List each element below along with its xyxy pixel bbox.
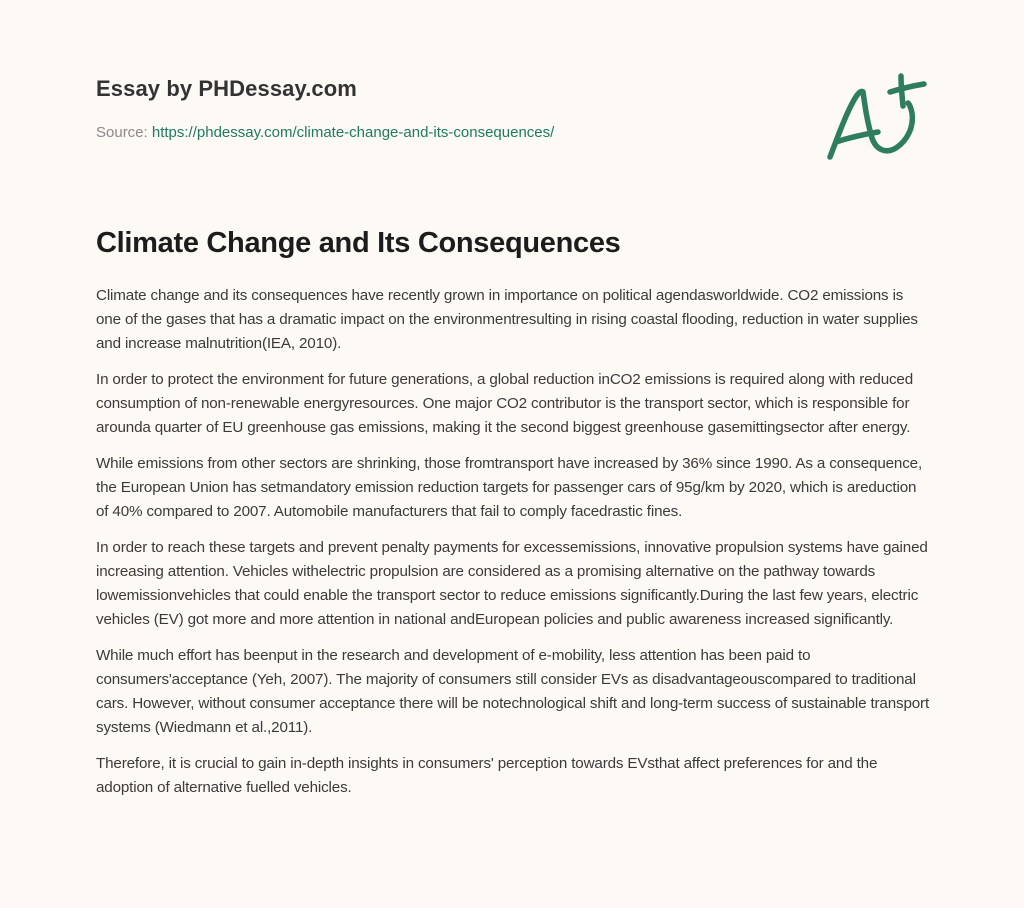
essay-paragraph: While emissions from other sectors are shrinking, those fromtransport have increased by 36% since 1990. As a consequence, the European Union has setmandatory emission reduction targets for passenger cars of 95g/km by 2020, which is areduction of 40% compared to 2007. Automobile manufacturers that fail to comply facedrastic fines. xyxy=(96,455,923,520)
essay-paragraph: Therefore, it is crucial to gain in-depth insights in consumers' perception towards EVsthat affect preferences for and the adoption of alternative fuelled vehicles. xyxy=(96,755,878,796)
a-plus-grade-icon xyxy=(824,66,928,166)
site-title: Essay by PHDessay.com xyxy=(96,76,357,101)
source-line xyxy=(96,124,554,141)
page-header xyxy=(96,0,936,200)
essay-title: Climate Change and Its Consequences xyxy=(96,227,621,259)
source-label: Source: xyxy=(96,124,148,141)
essay-paragraph: In order to protect the environment for future generations, a global reduction inCO2 emissions is required along with reduced consumption of non-renewable energyresources. One major CO2 contributor is the transport sector, which is responsible for arounda quarter of EU greenhouse gas emissions, making it the second biggest greenhouse gasemittingsector after energy. xyxy=(96,371,914,436)
source-link[interactable]: https://phdessay.com/climate-change-and-its-consequences/ xyxy=(151,124,555,141)
essay-body xyxy=(96,284,932,812)
essay-paragraph: In order to reach these targets and prevent penalty payments for excessemissions, innovative propulsion systems have gained increasing attention. Vehicles withelectric propulsion are considered as a promising alternative on the pathway towards lowemissionvehicles that could enable the transport sector to reduce emissions significantly.During the last few years, electric vehicles (EV) got more and more attention in national andEuropean policies and public awareness increased significantly. xyxy=(96,539,928,628)
essay-page xyxy=(96,0,936,796)
essay-paragraph: While much effort has beenput in the research and development of e-mobility, less attention has been paid to consumers'acceptance (Yeh, 2007). The majority of consumers still consider EVs as disadvantageouscompared to traditional cars. However, without consumer acceptance there will be notechnological shift and long-term success of sustainable transport systems (Wiedmann et al.,2011). xyxy=(96,647,930,736)
essay-paragraph: Climate change and its consequences have recently grown in importance on political agendasworldwide. CO2 emissions is one of the gases that has a dramatic impact on the environmentresulting in rising coastal flooding, reduction in water supplies and increase malnutrition(IEA, 2010). xyxy=(96,287,918,352)
